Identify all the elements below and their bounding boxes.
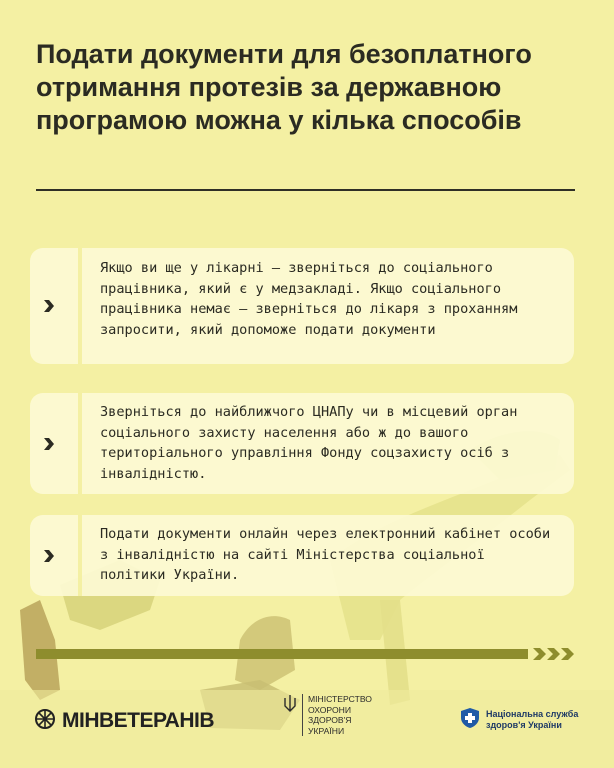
moz-line-2: ОХОРОНИ: [308, 704, 352, 715]
chevron-right-icon: [41, 436, 57, 452]
moz-logo: [284, 694, 372, 736]
method-card-cnap: [30, 393, 574, 494]
double-chevron-right-icon: [531, 644, 577, 664]
method-card-hospital: [30, 248, 574, 364]
page-title: Подати документи для безоплатного отримання протезів за державною програмою можна у кілька способів: [36, 39, 532, 135]
moz-line-3: ЗДОРОВ'Я: [308, 715, 352, 725]
chevron-right-icon: [41, 298, 57, 314]
title-divider: [36, 189, 575, 191]
minveteraniv-emblem-icon: [34, 708, 56, 734]
method-card-online: [30, 515, 574, 596]
moz-line-4: УКРАЇНИ: [308, 725, 345, 736]
chevron-right-icon: [41, 548, 57, 564]
minveteraniv-wordmark: МІНВЕТЕРАНІВ: [62, 709, 214, 732]
moz-line-1: МІНІСТЕРСТВО: [308, 694, 372, 704]
nszu-logo: [460, 707, 578, 733]
nszu-shield-cross-icon: [460, 707, 480, 733]
minveteraniv-logo: [34, 705, 214, 737]
method-card-text: Зверніться до найближчого ЦНАПу чи в місцевий орган соціального захисту населення або ж до вашого територіального управління Фонду соцзахисту осіб з інвалідністю.: [100, 404, 518, 482]
nszu-line-1: Національна служба: [486, 709, 579, 719]
method-card-text: Якщо ви ще у лікарні – зверніться до соціального працівника, який є у медзакладі. Якщо соціального працівника немає – зверніться до лікаря з проханням запросити, який допоможе подати документи: [100, 260, 518, 338]
method-card-text: Подати документи онлайн через електронний кабінет особи з інвалідністю на сайті Міністерства соціальної політики України.: [100, 526, 551, 583]
decorative-progress-line: [36, 649, 528, 659]
nszu-line-2: здоров'я України: [486, 720, 562, 730]
trident-icon: [284, 694, 296, 736]
